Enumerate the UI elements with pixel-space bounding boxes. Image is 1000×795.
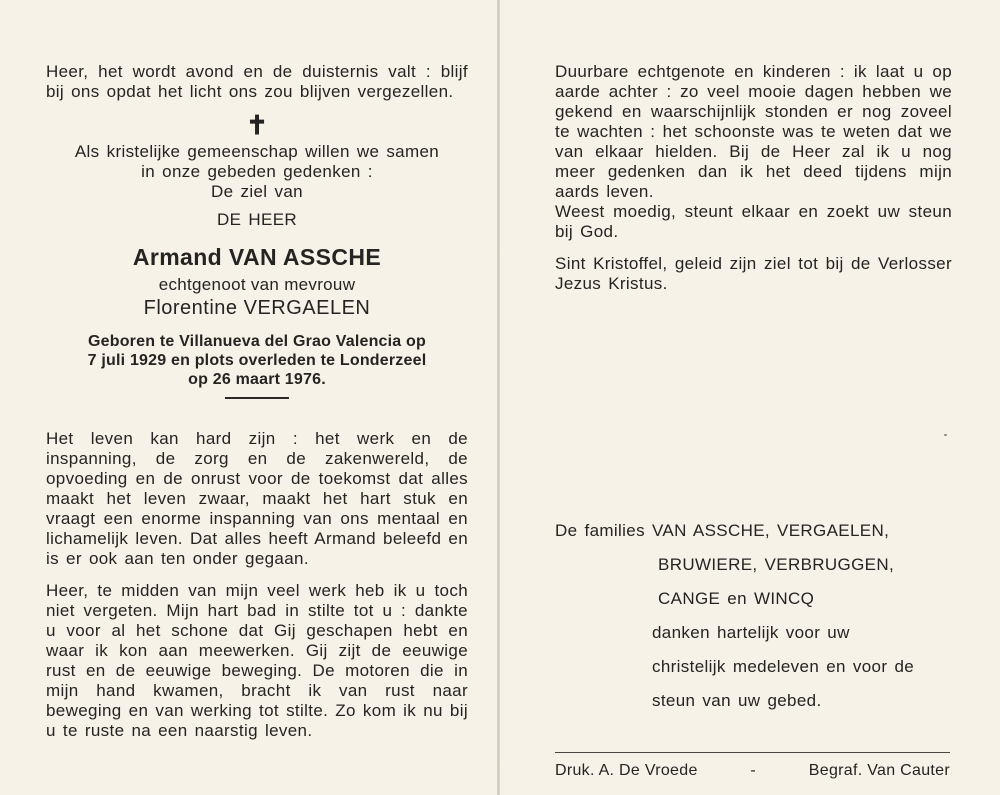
footer-rule bbox=[555, 752, 950, 753]
thanks-line-4: danken hartelijk voor uw bbox=[652, 623, 850, 642]
thanks-line-6: steun van uw gebed. bbox=[652, 691, 822, 710]
intro-line-2: in onze gebeden gedenken : bbox=[141, 162, 373, 181]
life-paragraph: Het leven kan hard zijn : het werk en de inspanning, de zorg en de zakenwereld, de opvoeding en de onrust voor de toekomst dat alles maakt het leven zwaar, maakt het hart stuk en vraagt een enorme inspanning van ons mentaal en lichamelijk leven. Dat alles heeft Armand beleefd en is er ook aan ten onder gegaan. bbox=[46, 429, 468, 568]
encouragement-paragraph: Weest moedig, steunt elkaar en zoekt uw steun bij God. bbox=[555, 202, 952, 241]
spouse-label: echtgenoot van mevrouw bbox=[158, 275, 356, 294]
birth-death-info bbox=[46, 332, 468, 389]
deceased-title: DE HEER bbox=[216, 210, 298, 229]
footer bbox=[555, 762, 950, 780]
printer-credit: Druk. A. De Vroede bbox=[555, 762, 698, 779]
paper-speck bbox=[944, 434, 947, 436]
intro-line-1: Als kristelijke gemeenschap willen we samen bbox=[74, 142, 440, 161]
thanks-line-2: BRUWIERE, VERBRUGGEN, bbox=[658, 555, 895, 574]
saint-prayer-paragraph: Sint Kristoffel, geleid zijn ziel tot bij de Verlosser Jezus Kristus. bbox=[555, 254, 952, 293]
farewell-paragraph: Duurbare echtgenote en kinderen : ik laat u op aarde achter : zo veel mooie dagen hebben we gekend en waarschijnlijk stonden er nog zoveel te wachten : het schoonste was te weten dat we van elkaar hielden. Bij de Heer zal ik u nog meer gedenken dan ik het deed tijdens mijn aards leven. bbox=[555, 62, 952, 201]
intro-line-3: De ziel van bbox=[211, 182, 303, 201]
birth-line-1: Geboren te Villanueva del Grao Valencia op bbox=[87, 333, 426, 350]
footer-separator: - bbox=[750, 762, 757, 779]
thanks-line-3: CANGE en WINCQ bbox=[658, 589, 815, 608]
thanks-line-1: De families VAN ASSCHE, VERGAELEN, bbox=[555, 521, 890, 540]
spouse-name: Florentine VERGAELEN bbox=[143, 297, 371, 319]
thanks-line-5: christelijk medeleven en voor de bbox=[652, 657, 915, 676]
right-page bbox=[500, 0, 1000, 795]
opening-prayer: Heer, het wordt avond en de duisternis valt : blijf bij ons opdat het licht ons zou blijven vergezellen. bbox=[46, 62, 468, 101]
prayer-paragraph: Heer, te midden van mijn veel werk heb ik u toch niet vergeten. Mijn hart bad in stilte tot u : dankte u voor al het schone dat Gij geschapen hebt en waar ik kon aan meewerken. Gij zijt de eeuwige rust en de eeuwige beweging. De motoren die in mijn hand kwamen, bracht ik van rust naar beweging en van werking tot stilte. Zo kom ik nu bij u te ruste na een naarstig leven. bbox=[46, 581, 468, 740]
birth-line-2: 7 juli 1929 en plots overleden te Londerzeel bbox=[87, 352, 427, 369]
cross-icon: ✝ bbox=[246, 110, 268, 140]
deceased-name: Armand VAN ASSCHE bbox=[132, 244, 382, 270]
birth-line-3: op 26 maart 1976. bbox=[188, 371, 326, 388]
left-page bbox=[0, 0, 498, 795]
undertaker-credit: Begraf. Van Cauter bbox=[808, 762, 950, 779]
thanks-block bbox=[555, 521, 952, 725]
